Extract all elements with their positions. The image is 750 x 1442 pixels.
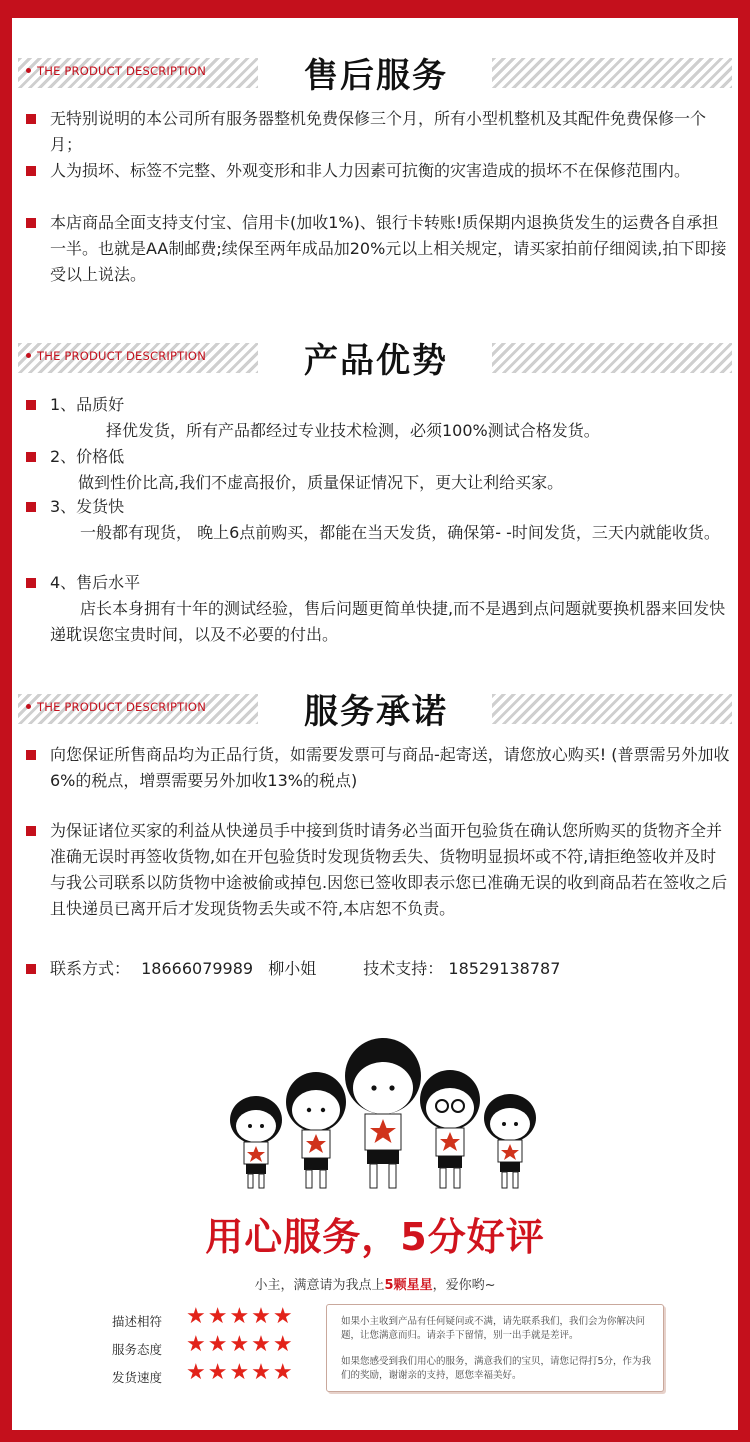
contact-name: 柳小姐: [268, 959, 317, 978]
promise-item: 向您保证所售商品均为正品行货，如需要发票可与商品-起寄送，请您放心购买! (普票需另外加收6%的税点，增票需要另外加收13%的税点): [50, 745, 730, 790]
section-header-advantages: [0, 327, 750, 379]
cartoon-kid: [286, 1072, 346, 1188]
section-title: 服务承诺: [304, 692, 448, 732]
rating-label: 服务态度: [112, 1342, 163, 1357]
advantage-body: 择优发货，所有产品都经过专业技术检测，必须100%测试合格发货。: [106, 421, 600, 440]
section-tag-text: THE PRODUCT DESCRIPTION: [37, 349, 206, 363]
cartoon-kid: [230, 1096, 282, 1188]
section-tag: [26, 700, 206, 714]
slogan: 用心服务，5分好评: [205, 1215, 545, 1259]
promise-item: 为保证诸位买家的利益从快递员手中接到货时请务必当面开包验货在确认您所购买的货物齐全并准确无误时再签收货物,如在开包验货时发现货物丢失、货物明显损坏或不符,请拒绝签收并及时与我公司联系以防货物中途被偷或掉包.因您已签收即表示您已准确无误的收到商品若在签收之后且快递员已离开后才发现货物丢失或不符,本店恕不负责。: [50, 821, 728, 918]
feedback-note: [326, 1304, 664, 1392]
stripe-decoration: [492, 343, 732, 373]
advantage-body: 店长本身拥有十年的测试经验，售后问题更简单快捷,而不是遇到点问题就要换机器来回发快递耽误您宝贵时间，以及不必要的付出。: [50, 599, 726, 644]
rating-request: [0, 1274, 750, 1293]
bullet-icon: [26, 964, 36, 974]
section-header-after-sales: [0, 42, 750, 94]
bullet-icon: [26, 400, 36, 410]
rating-request-suffix: ，爱你哟~: [432, 1278, 496, 1293]
stripe-decoration: [492, 58, 732, 88]
advantage-heading: 2、价格低: [50, 447, 125, 466]
cartoon-kid: [420, 1070, 480, 1188]
after-sales-item: 本店商品全面支持支付宝、信用卡(加收1%)、银行卡转账!质保期内退换货发生的运费各自承担一半。也就是AA制邮费;续保至两年成品加20%元以上相关规定，请买家拍前仔细阅读,拍下即接受以上说法。: [50, 213, 727, 284]
section-tag: [26, 349, 206, 363]
dot-icon: [26, 704, 31, 709]
after-sales-item: 人为损坏、标签不完整、外观变形和非人力因素可抗衡的灾害造成的损坏不在保修范围内。: [50, 161, 691, 180]
section-tag-text: THE PRODUCT DESCRIPTION: [37, 64, 206, 78]
rating-request-text: 小主，满意请为我点上: [254, 1278, 385, 1293]
contact-label: 联系方式：: [50, 959, 131, 978]
rating-label: 发货速度: [112, 1370, 163, 1385]
section-tag: [26, 64, 206, 78]
bullet-icon: [26, 166, 36, 176]
bullet-icon: [26, 750, 36, 760]
cartoon-kids-illustration: [218, 1030, 548, 1190]
bullet-icon: [26, 114, 36, 124]
tech-support-phone: 18529138787: [448, 959, 561, 978]
bullet-icon: [26, 218, 36, 228]
tech-support-label: 技术支持：: [363, 959, 444, 978]
section-title: 售后服务: [304, 56, 448, 96]
section-header-promise: [0, 678, 750, 730]
bullet-icon: [26, 502, 36, 512]
bullet-icon: [26, 452, 36, 462]
advantage-heading: 3、发货快: [50, 497, 125, 516]
note-paragraph: 如果您感受到我们用心的服务，满意我们的宝贝，请您记得打5分，作为我们的奖励，谢谢亲的支持，愿您幸福美好。: [341, 1356, 652, 1381]
note-paragraph: 如果小主收到产品有任何疑问或不满，请先联系我们，我们会为你解决问题，让您满意而归。请亲手下留情，别一出手就是差评。: [341, 1316, 646, 1341]
star-rating: ★★★★★: [186, 1304, 295, 1329]
star-rating: ★★★★★: [186, 1332, 295, 1357]
cartoon-kid: [484, 1094, 536, 1188]
rating-request-highlight: 5颗星星: [384, 1278, 433, 1293]
advantage-body: 做到性价比高,我们不虚高报价，质量保证情况下，更大让利给买家。: [78, 473, 564, 492]
star-rating: ★★★★★: [186, 1360, 295, 1385]
section-title: 产品优势: [304, 341, 448, 381]
dot-icon: [26, 353, 31, 358]
bullet-icon: [26, 826, 36, 836]
rating-label: 描述相符: [112, 1314, 163, 1329]
advantage-body: 一般都有现货， 晚上6点前购买，都能在当天发货，确保第- -时间发货，三天内就能收货。: [80, 523, 720, 542]
stripe-decoration: [492, 694, 732, 724]
advantage-heading: 4、售后水平: [50, 573, 141, 592]
cartoon-kid: [345, 1038, 421, 1188]
advantage-heading: 1、品质好: [50, 395, 125, 414]
contact-line: [50, 956, 730, 982]
after-sales-item: 无特别说明的本公司所有服务器整机免费保修三个月，所有小型机整机及其配件免费保修一个月；: [50, 109, 707, 154]
section-tag-text: THE PRODUCT DESCRIPTION: [37, 700, 206, 714]
dot-icon: [26, 68, 31, 73]
contact-phone: 18666079989: [141, 959, 254, 978]
bullet-icon: [26, 578, 36, 588]
